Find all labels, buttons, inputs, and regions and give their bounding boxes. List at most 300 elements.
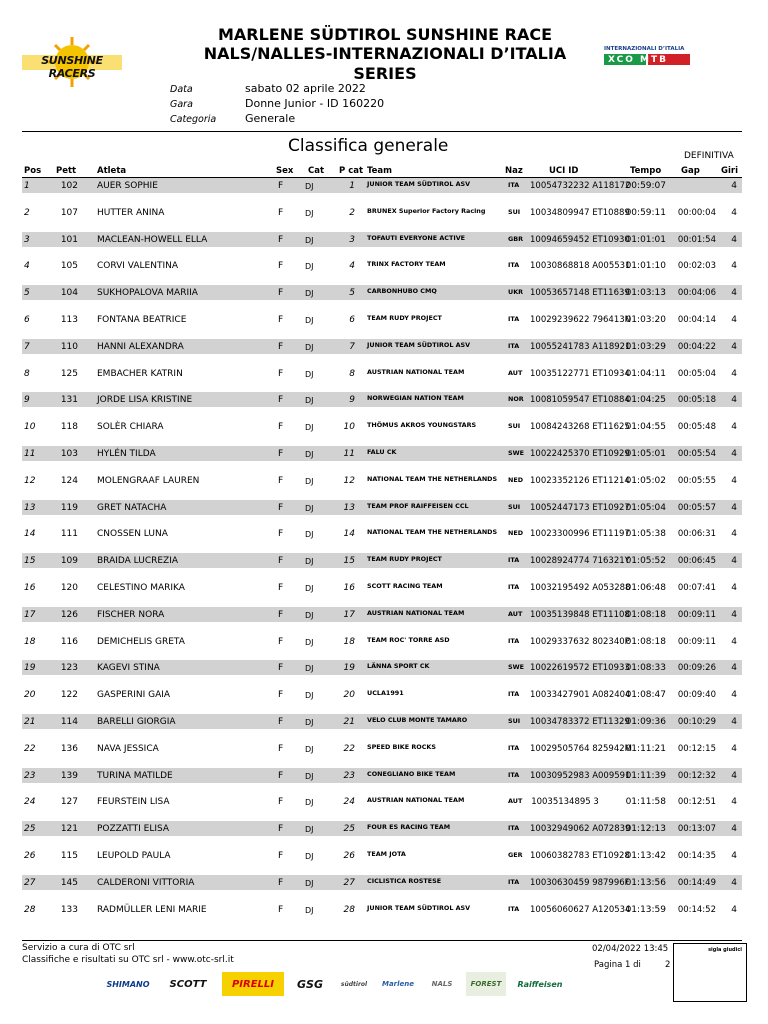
time-cell: 01:04:55 <box>625 422 666 433</box>
time-cell: 01:08:18 <box>625 636 666 647</box>
category-cell: DJ <box>305 369 314 379</box>
sunshine-racers-logo <box>22 36 122 88</box>
meta-label: Data <box>170 84 193 95</box>
time-cell: 00:59:07 <box>625 181 666 191</box>
athlete-cell: TURINA MATILDE <box>97 770 173 781</box>
meta-label: Categoria <box>170 114 217 125</box>
sex-cell: F <box>278 663 284 674</box>
sex-cell: F <box>278 502 284 513</box>
athlete-cell: FISCHER NORA <box>97 609 165 620</box>
category-cell: DJ <box>305 503 314 513</box>
gap-cell: 00:05:55 <box>677 475 716 486</box>
sponsor-logo: südtirol <box>340 980 368 988</box>
gap-cell: 00:05:54 <box>677 448 716 459</box>
table-row <box>22 473 742 500</box>
laps-cell: 4 <box>731 395 737 406</box>
table-row <box>22 687 742 714</box>
uci-id-cell: 10035139848 ET11108 <box>530 609 630 620</box>
pos-cell: 20 <box>24 690 36 701</box>
table-row <box>22 768 742 795</box>
team-cell: JUNIOR TEAM SÜDTIROL ASV <box>367 340 471 349</box>
sponsor-logo: SCOTT <box>169 978 207 990</box>
bib-cell: 126 <box>60 609 78 620</box>
uci-id-cell: 10060382783 ET10928 <box>530 850 630 861</box>
pos-cell: 13 <box>24 502 36 513</box>
uci-id-cell: 10035134895 3 <box>531 797 599 808</box>
bib-cell: 102 <box>60 181 78 191</box>
laps-cell: 4 <box>731 448 737 459</box>
athlete-cell: HYLÉN TILDA <box>97 448 156 459</box>
time-cell: 01:09:36 <box>625 716 666 727</box>
table-row <box>22 258 742 285</box>
team-cell: CARBONHUBO CMQ <box>367 287 437 296</box>
pos-cell: 27 <box>24 877 36 888</box>
sigla-label: sigla giudici <box>708 947 742 953</box>
time-cell: 01:08:18 <box>625 609 666 620</box>
athlete-cell: CALDERONI VITTORIA <box>97 877 195 888</box>
table-row <box>22 553 742 580</box>
bib-cell: 109 <box>60 556 78 567</box>
laps-cell: 4 <box>731 207 737 218</box>
time-cell: 01:05:02 <box>625 475 666 486</box>
sex-cell: F <box>278 824 284 835</box>
page-total: 2 <box>665 960 671 970</box>
athlete-cell: GASPERINI GAIA <box>97 690 171 701</box>
uci-id-cell: 10023300996 ET11197 <box>530 529 630 540</box>
athlete-cell: HANNI ALEXANDRA <box>97 341 184 352</box>
time-cell: 01:03:13 <box>625 288 666 299</box>
col-team: Team <box>367 166 393 176</box>
athlete-cell: JORDE LISA KRISTINE <box>97 395 193 406</box>
category-position-cell: 22 <box>343 743 355 754</box>
sex-cell: F <box>278 448 284 459</box>
category-cell: DJ <box>305 235 314 245</box>
sex-cell: F <box>278 690 284 701</box>
pos-cell: 23 <box>24 770 36 781</box>
category-cell: DJ <box>305 905 314 915</box>
bib-cell: 115 <box>60 850 78 861</box>
category-position-cell: 19 <box>343 663 355 674</box>
gap-cell: 00:04:14 <box>677 314 716 325</box>
category-position-cell: 27 <box>343 877 355 888</box>
team-cell: TEAM JOTA <box>367 849 406 858</box>
nation-cell: AUT <box>508 797 523 806</box>
bib-cell: 104 <box>60 288 78 299</box>
laps-cell: 4 <box>731 341 737 352</box>
nation-cell: ITA <box>508 824 520 833</box>
sponsor-logo: FOREST <box>466 972 506 996</box>
team-cell: JUNIOR TEAM SÜDTIROL ASV <box>367 903 471 912</box>
sponsor-bar <box>100 972 600 998</box>
table-row <box>22 634 742 661</box>
gap-cell: 00:02:03 <box>677 261 716 272</box>
meta-value: Donne Junior - ID 160220 <box>245 97 385 110</box>
pos-cell: 12 <box>24 475 36 486</box>
category-cell: DJ <box>305 583 314 593</box>
table-row <box>22 205 742 232</box>
uci-id-cell: 10022425370 ET10929 <box>530 448 630 459</box>
laps-cell: 4 <box>731 181 737 191</box>
laps-cell: 4 <box>731 288 737 299</box>
laps-cell: 4 <box>731 690 737 701</box>
nation-cell: ITA <box>508 877 520 886</box>
bib-cell: 103 <box>60 448 78 459</box>
team-cell: JUNIOR TEAM SÜDTIROL ASV <box>367 180 471 188</box>
bib-cell: 107 <box>60 207 78 218</box>
pos-cell: 16 <box>24 582 36 593</box>
uci-id-cell: 10032195492 A053288 <box>530 582 631 593</box>
table-row <box>22 848 742 875</box>
gap-cell: 00:05:48 <box>677 422 716 433</box>
laps-cell: 4 <box>731 609 737 620</box>
athlete-cell: SUKHOPALOVA MARIIA <box>97 288 198 299</box>
athlete-cell: MOLENGRAAF LAUREN <box>97 475 200 486</box>
time-cell: 01:01:10 <box>625 261 666 272</box>
gap-cell: 00:06:31 <box>677 529 716 540</box>
bib-cell: 118 <box>60 422 78 433</box>
nation-cell: SUI <box>508 422 521 431</box>
status-label: DEFINITIVA <box>684 151 734 161</box>
gap-cell: 00:12:32 <box>677 770 716 781</box>
footer-link[interactable]: Classifiche e risultati su OTC srl - www.otc-srl.it <box>22 955 234 965</box>
time-cell: 01:11:39 <box>625 770 666 781</box>
bib-cell: 136 <box>60 743 78 754</box>
time-cell: 01:03:29 <box>625 341 666 352</box>
table-row <box>22 821 742 848</box>
uci-id-cell: 10035122771 ET10934 <box>530 368 630 379</box>
gap-cell: 00:12:51 <box>677 797 716 808</box>
time-cell: 01:04:25 <box>625 395 666 406</box>
athlete-cell: MACLEAN-HOWELL ELLA <box>97 234 208 245</box>
nation-cell: ITA <box>508 556 520 565</box>
sex-cell: F <box>278 395 284 406</box>
gap-cell: 00:09:11 <box>677 636 716 647</box>
category-position-cell: 10 <box>343 422 355 433</box>
uci-id-cell: 10022619572 ET10933 <box>530 663 630 674</box>
bib-cell: 121 <box>60 824 78 835</box>
gap-cell: 00:09:40 <box>677 690 716 701</box>
team-cell: AUSTRIAN NATIONAL TEAM <box>367 796 465 805</box>
pos-cell: 25 <box>24 824 36 835</box>
sex-cell: F <box>278 475 284 486</box>
table-row <box>22 875 742 902</box>
nation-cell: SWE <box>508 448 525 457</box>
category-position-cell: 4 <box>349 261 355 272</box>
team-cell: VELO CLUB MONTE TAMARO <box>367 715 468 724</box>
pos-cell: 4 <box>24 261 30 272</box>
bib-cell: 145 <box>60 877 78 888</box>
gap-cell: 00:01:54 <box>677 234 716 245</box>
athlete-cell: CNOSSEN LUNA <box>97 529 168 540</box>
gap-cell: 00:09:26 <box>677 663 716 674</box>
table-row <box>22 178 742 205</box>
athlete-cell: KAGEVI STINA <box>97 663 160 674</box>
pos-cell: 22 <box>24 743 36 754</box>
gap-cell: 00:13:07 <box>677 824 716 835</box>
sex-cell: F <box>278 234 284 245</box>
laps-cell: 4 <box>731 716 737 727</box>
meta-label: Gara <box>170 99 193 110</box>
sex-cell: F <box>278 261 284 272</box>
category-cell: DJ <box>305 878 314 888</box>
table-row <box>22 312 742 339</box>
category-position-cell: 20 <box>343 690 355 701</box>
pos-cell: 3 <box>24 234 30 245</box>
sex-cell: F <box>278 422 284 433</box>
uci-id-cell: 10023352126 ET11214 <box>530 475 630 486</box>
athlete-cell: GRET NATACHA <box>97 502 167 513</box>
table-row <box>22 902 742 929</box>
laps-cell: 4 <box>731 234 737 245</box>
laps-cell: 4 <box>731 422 737 433</box>
table-row <box>22 580 742 607</box>
table-row <box>22 607 742 634</box>
gap-cell: 00:14:49 <box>677 877 716 888</box>
team-cell: LÄNNA SPORT CK <box>367 662 430 671</box>
uci-id-cell: 10055241783 A118921 <box>530 341 631 352</box>
col-cat: Cat <box>308 166 325 176</box>
uci-id-cell: 10094659452 ET10930 <box>530 234 630 245</box>
pos-cell: 17 <box>24 609 36 620</box>
uci-id-cell: 10030630459 987996F <box>530 877 630 888</box>
team-cell: THÖMUS AKROS YOUNGSTARS <box>367 421 477 430</box>
nation-cell: SWE <box>508 663 525 672</box>
logo-right-text: INTERNAZIONALI D’ITALIA <box>604 46 685 52</box>
bib-cell: 101 <box>60 234 78 245</box>
nation-cell: GBR <box>508 234 524 243</box>
pos-cell: 11 <box>24 448 36 459</box>
category-cell: DJ <box>305 798 314 808</box>
col-sex: Sex <box>276 166 294 176</box>
time-cell: 01:05:52 <box>625 556 666 567</box>
pos-cell: 8 <box>24 368 30 379</box>
nation-cell: NED <box>508 529 524 538</box>
gap-cell: 00:14:35 <box>677 850 716 861</box>
bib-cell: 139 <box>60 770 78 781</box>
category-position-cell: 26 <box>343 850 355 861</box>
sex-cell: F <box>278 368 284 379</box>
sex-cell: F <box>278 341 284 352</box>
nation-cell: ITA <box>508 582 520 591</box>
pos-cell: 7 <box>24 341 30 352</box>
athlete-cell: FONTANA BEATRICE <box>97 314 187 325</box>
table-row <box>22 366 742 393</box>
gap-cell: 00:05:18 <box>677 395 716 406</box>
sponsor-logo: NALS <box>431 980 453 988</box>
uci-id-cell: 10056060627 A120534 <box>530 904 631 915</box>
table-row <box>22 500 742 527</box>
nation-cell: ITA <box>508 181 520 189</box>
sponsor-logo: SHIMANO <box>106 979 150 989</box>
bib-cell: 113 <box>60 314 78 325</box>
category-cell: DJ <box>305 771 314 781</box>
category-cell: DJ <box>305 691 314 701</box>
laps-cell: 4 <box>731 556 737 567</box>
laps-cell: 4 <box>731 636 737 647</box>
sex-cell: F <box>278 770 284 781</box>
uci-id-cell: 10029239622 796413N <box>530 314 631 325</box>
athlete-cell: CORVI VALENTINA <box>97 261 179 272</box>
category-position-cell: 16 <box>343 582 355 593</box>
table-row <box>22 419 742 446</box>
logo-right-sub: XCO MTB <box>608 55 668 65</box>
table-row <box>22 446 742 473</box>
category-position-cell: 5 <box>349 288 355 299</box>
gap-cell: 00:00:04 <box>677 207 716 218</box>
pos-cell: 6 <box>24 314 30 325</box>
time-cell: 01:13:59 <box>625 904 666 915</box>
athlete-cell: POZZATTI ELISA <box>97 824 170 835</box>
category-cell: DJ <box>305 851 314 861</box>
category-position-cell: 18 <box>343 636 355 647</box>
athlete-cell: CELESTINO MARIKA <box>97 582 185 593</box>
category-cell: DJ <box>305 262 314 272</box>
time-cell: 01:11:21 <box>625 743 666 754</box>
sex-cell: F <box>278 743 284 754</box>
athlete-cell: SOLÈR CHIARA <box>97 422 164 433</box>
bib-cell: 124 <box>60 475 78 486</box>
category-position-cell: 25 <box>343 824 355 835</box>
sex-cell: F <box>278 877 284 888</box>
uci-id-cell: 10084243268 ET11625 <box>530 422 630 433</box>
team-cell: SCOTT RACING TEAM <box>367 581 443 590</box>
col-pos: Pos <box>24 166 42 176</box>
team-cell: NATIONAL TEAM THE NETHERLANDS <box>367 528 498 537</box>
category-position-cell: 15 <box>343 556 355 567</box>
category-cell: DJ <box>305 449 314 459</box>
time-cell: 01:01:01 <box>625 234 666 245</box>
time-cell: 01:08:47 <box>625 690 666 701</box>
laps-cell: 4 <box>731 824 737 835</box>
bib-cell: 123 <box>60 663 78 674</box>
category-position-cell: 14 <box>343 529 355 540</box>
laps-cell: 4 <box>731 850 737 861</box>
laps-cell: 4 <box>731 797 737 808</box>
bib-cell: 111 <box>60 529 78 540</box>
team-cell: TEAM PROF RAIFFEISEN CCL <box>367 501 469 510</box>
category-cell: DJ <box>305 744 314 754</box>
team-cell: AUSTRIAN NATIONAL TEAM <box>367 608 465 617</box>
category-cell: DJ <box>305 208 314 218</box>
category-cell: DJ <box>305 557 314 567</box>
laps-cell: 4 <box>731 904 737 915</box>
table-row <box>22 339 742 366</box>
laps-cell: 4 <box>731 582 737 593</box>
gap-cell: 00:04:06 <box>677 288 716 299</box>
gap-cell: 00:07:41 <box>677 582 716 593</box>
sex-cell: F <box>278 181 284 191</box>
category-cell: DJ <box>305 396 314 406</box>
uci-id-cell: 10081059547 ET10884 <box>530 395 630 406</box>
team-cell: CICLISTICA ROSTESE <box>367 876 442 885</box>
category-cell: DJ <box>305 637 314 647</box>
athlete-cell: AUER SOPHIE <box>97 181 158 191</box>
nation-cell: NOR <box>508 395 524 404</box>
col-time: Tempo <box>630 166 662 176</box>
print-timestamp: 02/04/2022 13:45 <box>592 944 669 954</box>
nation-cell: ITA <box>508 743 520 752</box>
team-cell: SPEED BIKE ROCKS <box>367 742 436 751</box>
uci-id-cell: 10029505764 825942M <box>530 743 632 754</box>
time-cell: 00:59:11 <box>625 207 666 218</box>
team-cell: TEAM RUDY PROJECT <box>367 313 442 322</box>
athlete-cell: NAVA JESSICA <box>97 743 159 754</box>
sex-cell: F <box>278 582 284 593</box>
gap-cell: 00:12:15 <box>677 743 716 754</box>
logo-left-text: SUNSHINE RACERS <box>41 54 103 80</box>
pos-cell: 26 <box>24 850 36 861</box>
meta-value: Generale <box>245 112 296 125</box>
gap-cell: 00:05:57 <box>677 502 716 513</box>
category-position-cell: 24 <box>343 797 355 808</box>
category-cell: DJ <box>305 476 314 486</box>
laps-cell: 4 <box>731 877 737 888</box>
table-row <box>22 660 742 687</box>
sex-cell: F <box>278 636 284 647</box>
category-cell: DJ <box>305 664 314 674</box>
sex-cell: F <box>278 716 284 727</box>
category-position-cell: 11 <box>343 448 355 459</box>
pos-cell: 14 <box>24 529 36 540</box>
team-cell: TOFAUTI EVERYONE ACTIVE <box>367 233 466 242</box>
athlete-cell: DEMICHELIS GRETA <box>97 636 185 647</box>
laps-cell: 4 <box>731 663 737 674</box>
table-row <box>22 741 742 768</box>
team-cell: BRUNEX Superior Factory Racing <box>367 206 486 215</box>
category-position-cell: 1 <box>349 181 355 191</box>
category-position-cell: 8 <box>349 368 355 379</box>
nation-cell: SUI <box>508 207 521 216</box>
col-athlete: Atleta <box>97 166 127 176</box>
pos-cell: 1 <box>24 181 30 191</box>
nation-cell: ITA <box>508 261 520 270</box>
page-heading: Classifica generale <box>288 136 449 156</box>
sex-cell: F <box>278 609 284 620</box>
col-gap: Gap <box>681 166 700 176</box>
sex-cell: F <box>278 314 284 325</box>
table-row <box>22 232 742 259</box>
team-cell: AUSTRIAN NATIONAL TEAM <box>367 367 465 376</box>
category-cell: DJ <box>305 182 314 191</box>
laps-cell: 4 <box>731 502 737 513</box>
bib-cell: 131 <box>60 395 78 406</box>
category-position-cell: 21 <box>343 716 355 727</box>
athlete-cell: EMBACHER KATRIN <box>97 368 183 379</box>
nation-cell: SUI <box>508 716 521 725</box>
category-cell: DJ <box>305 825 314 835</box>
time-cell: 01:13:42 <box>625 850 666 861</box>
bib-cell: 114 <box>60 716 78 727</box>
uci-id-cell: 10053657148 ET11639 <box>530 288 630 299</box>
gap-cell: 00:06:45 <box>677 556 716 567</box>
results-table <box>22 178 742 928</box>
laps-cell: 4 <box>731 368 737 379</box>
race-title-line-3: SERIES <box>353 64 417 83</box>
laps-cell: 4 <box>731 770 737 781</box>
category-cell: DJ <box>305 530 314 540</box>
nation-cell: AUT <box>508 368 523 377</box>
team-cell: TRINX FACTORY TEAM <box>367 260 446 269</box>
bib-cell: 110 <box>60 341 78 352</box>
category-position-cell: 17 <box>343 609 355 620</box>
pos-cell: 19 <box>24 663 36 674</box>
nation-cell: ITA <box>508 636 520 645</box>
category-position-cell: 7 <box>349 341 355 352</box>
divider-top <box>22 131 742 132</box>
category-cell: DJ <box>305 610 314 620</box>
time-cell: 01:13:56 <box>625 877 666 888</box>
sex-cell: F <box>278 556 284 567</box>
